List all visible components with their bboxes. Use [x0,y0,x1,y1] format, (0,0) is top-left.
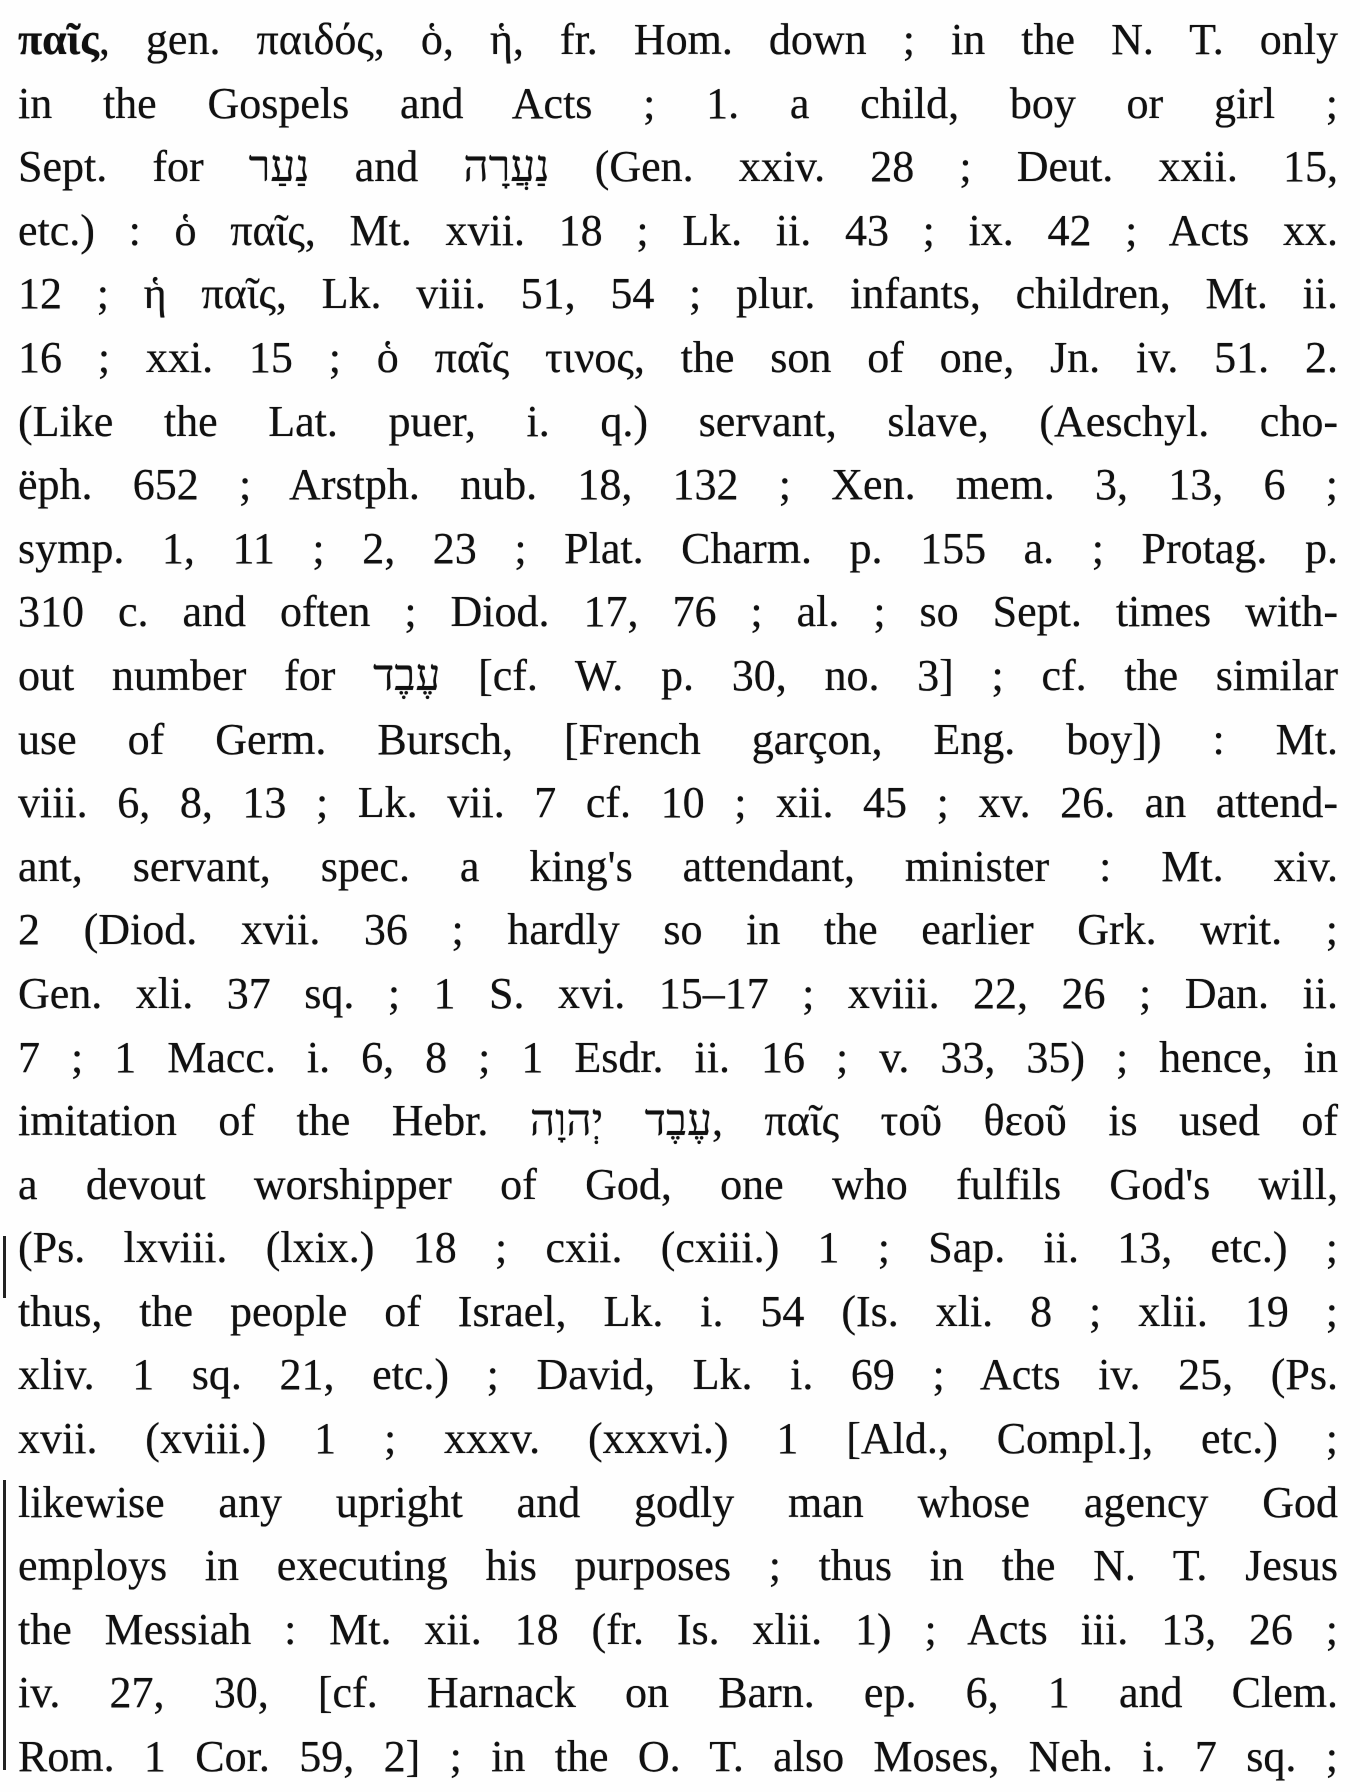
margin-rule [3,1236,6,1298]
entry-line-26: the Messiah : Mt. xii. 18 (fr. Is. xlii. 1) ; Acts iii. 13, 26 ; [18,1604,1338,1654]
headword: παῖς [18,15,99,64]
entry-line-21: thus, the people of Israel, Lk. i. 54 (Is. xli. 8 ; xlii. 19 ; [18,1286,1338,1336]
entry-line-11: out number for עֶבֶד [cf. W. p. 30, no. 3] ; cf. the similar [18,650,1339,700]
entry-line-7: (Like the Lat. puer, i. q.) servant, slave, (Aeschyl. cho- [18,396,1338,446]
entry-line-5: 12 ; ἡ παῖς, Lk. viii. 51, 54 ; plur. infants, children, Mt. ii. [18,269,1338,319]
entry-line-4: etc.) : ὁ παῖς, Mt. xvii. 18 ; Lk. ii. 43 ; ix. 42 ; Acts xx. [18,205,1338,255]
entry-line-8: ëph. 652 ; Arstph. nub. 18, 132 ; Xen. mem. 3, 13, 6 ; [18,460,1338,510]
entry-line-20: (Ps. lxviii. (lxix.) 18 ; cxii. (cxiii.) 1 ; Sap. ii. 13, etc.) ; [18,1223,1338,1273]
entry-line-17: 7 ; 1 Macc. i. 6, 8 ; 1 Esdr. ii. 16 ; v. 33, 35) ; hence, in [18,1032,1338,1082]
entry-line-3: Sept. for נַעַר and נַעֲרָה (Gen. xxiv. 28 ; Deut. xxii. 15, [18,142,1339,192]
entry-line-15: 2 (Diod. xvii. 36 ; hardly so in the earlier Grk. writ. ; [18,905,1338,955]
entry-line-28: Rom. 1 Cor. 59, 2] ; in the O. T. also Moses, Neh. i. 7 sq. ; [18,1732,1338,1782]
entry-line-16: Gen. xli. 37 sq. ; 1 S. xvi. 15–17 ; xviii. 22, 26 ; Dan. ii. [18,968,1338,1018]
entry-line-2: in the Gospels and Acts ; 1. a child, boy or girl ; [18,78,1338,128]
entry-line-23: xvii. (xviii.) 1 ; xxxv. (xxxvi.) 1 [Ald., Compl.], etc.) ; [18,1414,1338,1464]
entry-line-12: use of Germ. Bursch, [French garçon, Eng. boy]) : Mt. [18,714,1338,764]
entry-line-9: symp. 1, 11 ; 2, 23 ; Plat. Charm. p. 155 a. ; Protag. p. [18,523,1338,573]
entry-line-24: likewise any upright and godly man whose agency God [18,1477,1338,1527]
entry-line-18: imitation of the Hebr. עֶבֶד יְהוָה, παῖς τοῦ θεοῦ is used of [18,1096,1338,1146]
lexicon-entry [18,8,1338,1789]
margin-rule [3,1480,6,1770]
entry-line-19: a devout worshipper of God, one who fulfils God's will, [18,1159,1338,1209]
entry-line-25: employs in executing his purposes ; thus in the N. T. Jesus [18,1541,1338,1591]
entry-line-10: 310 c. and often ; Diod. 17, 76 ; al. ; so Sept. times with- [18,587,1338,637]
entry-line-13: viii. 6, 8, 13 ; Lk. vii. 7 cf. 10 ; xii. 45 ; xv. 26. an attend- [18,778,1338,828]
entry-line-27: iv. 27, 30, [cf. Harnack on Barn. ep. 6, 1 and Clem. [18,1668,1338,1718]
entry-line-14: ant, servant, spec. a king's attendant, minister : Mt. xiv. [18,841,1338,891]
entry-line-6: 16 ; xxi. 15 ; ὁ παῖς τινος, the son of one, Jn. iv. 51. 2. [18,332,1338,382]
entry-line-22: xliv. 1 sq. 21, etc.) ; David, Lk. i. 69 ; Acts iv. 25, (Ps. [18,1350,1338,1400]
entry-line-1: παῖς, gen. παιδός, ὁ, ἡ, fr. Hom. down ; in the N. T. only [18,15,1338,64]
